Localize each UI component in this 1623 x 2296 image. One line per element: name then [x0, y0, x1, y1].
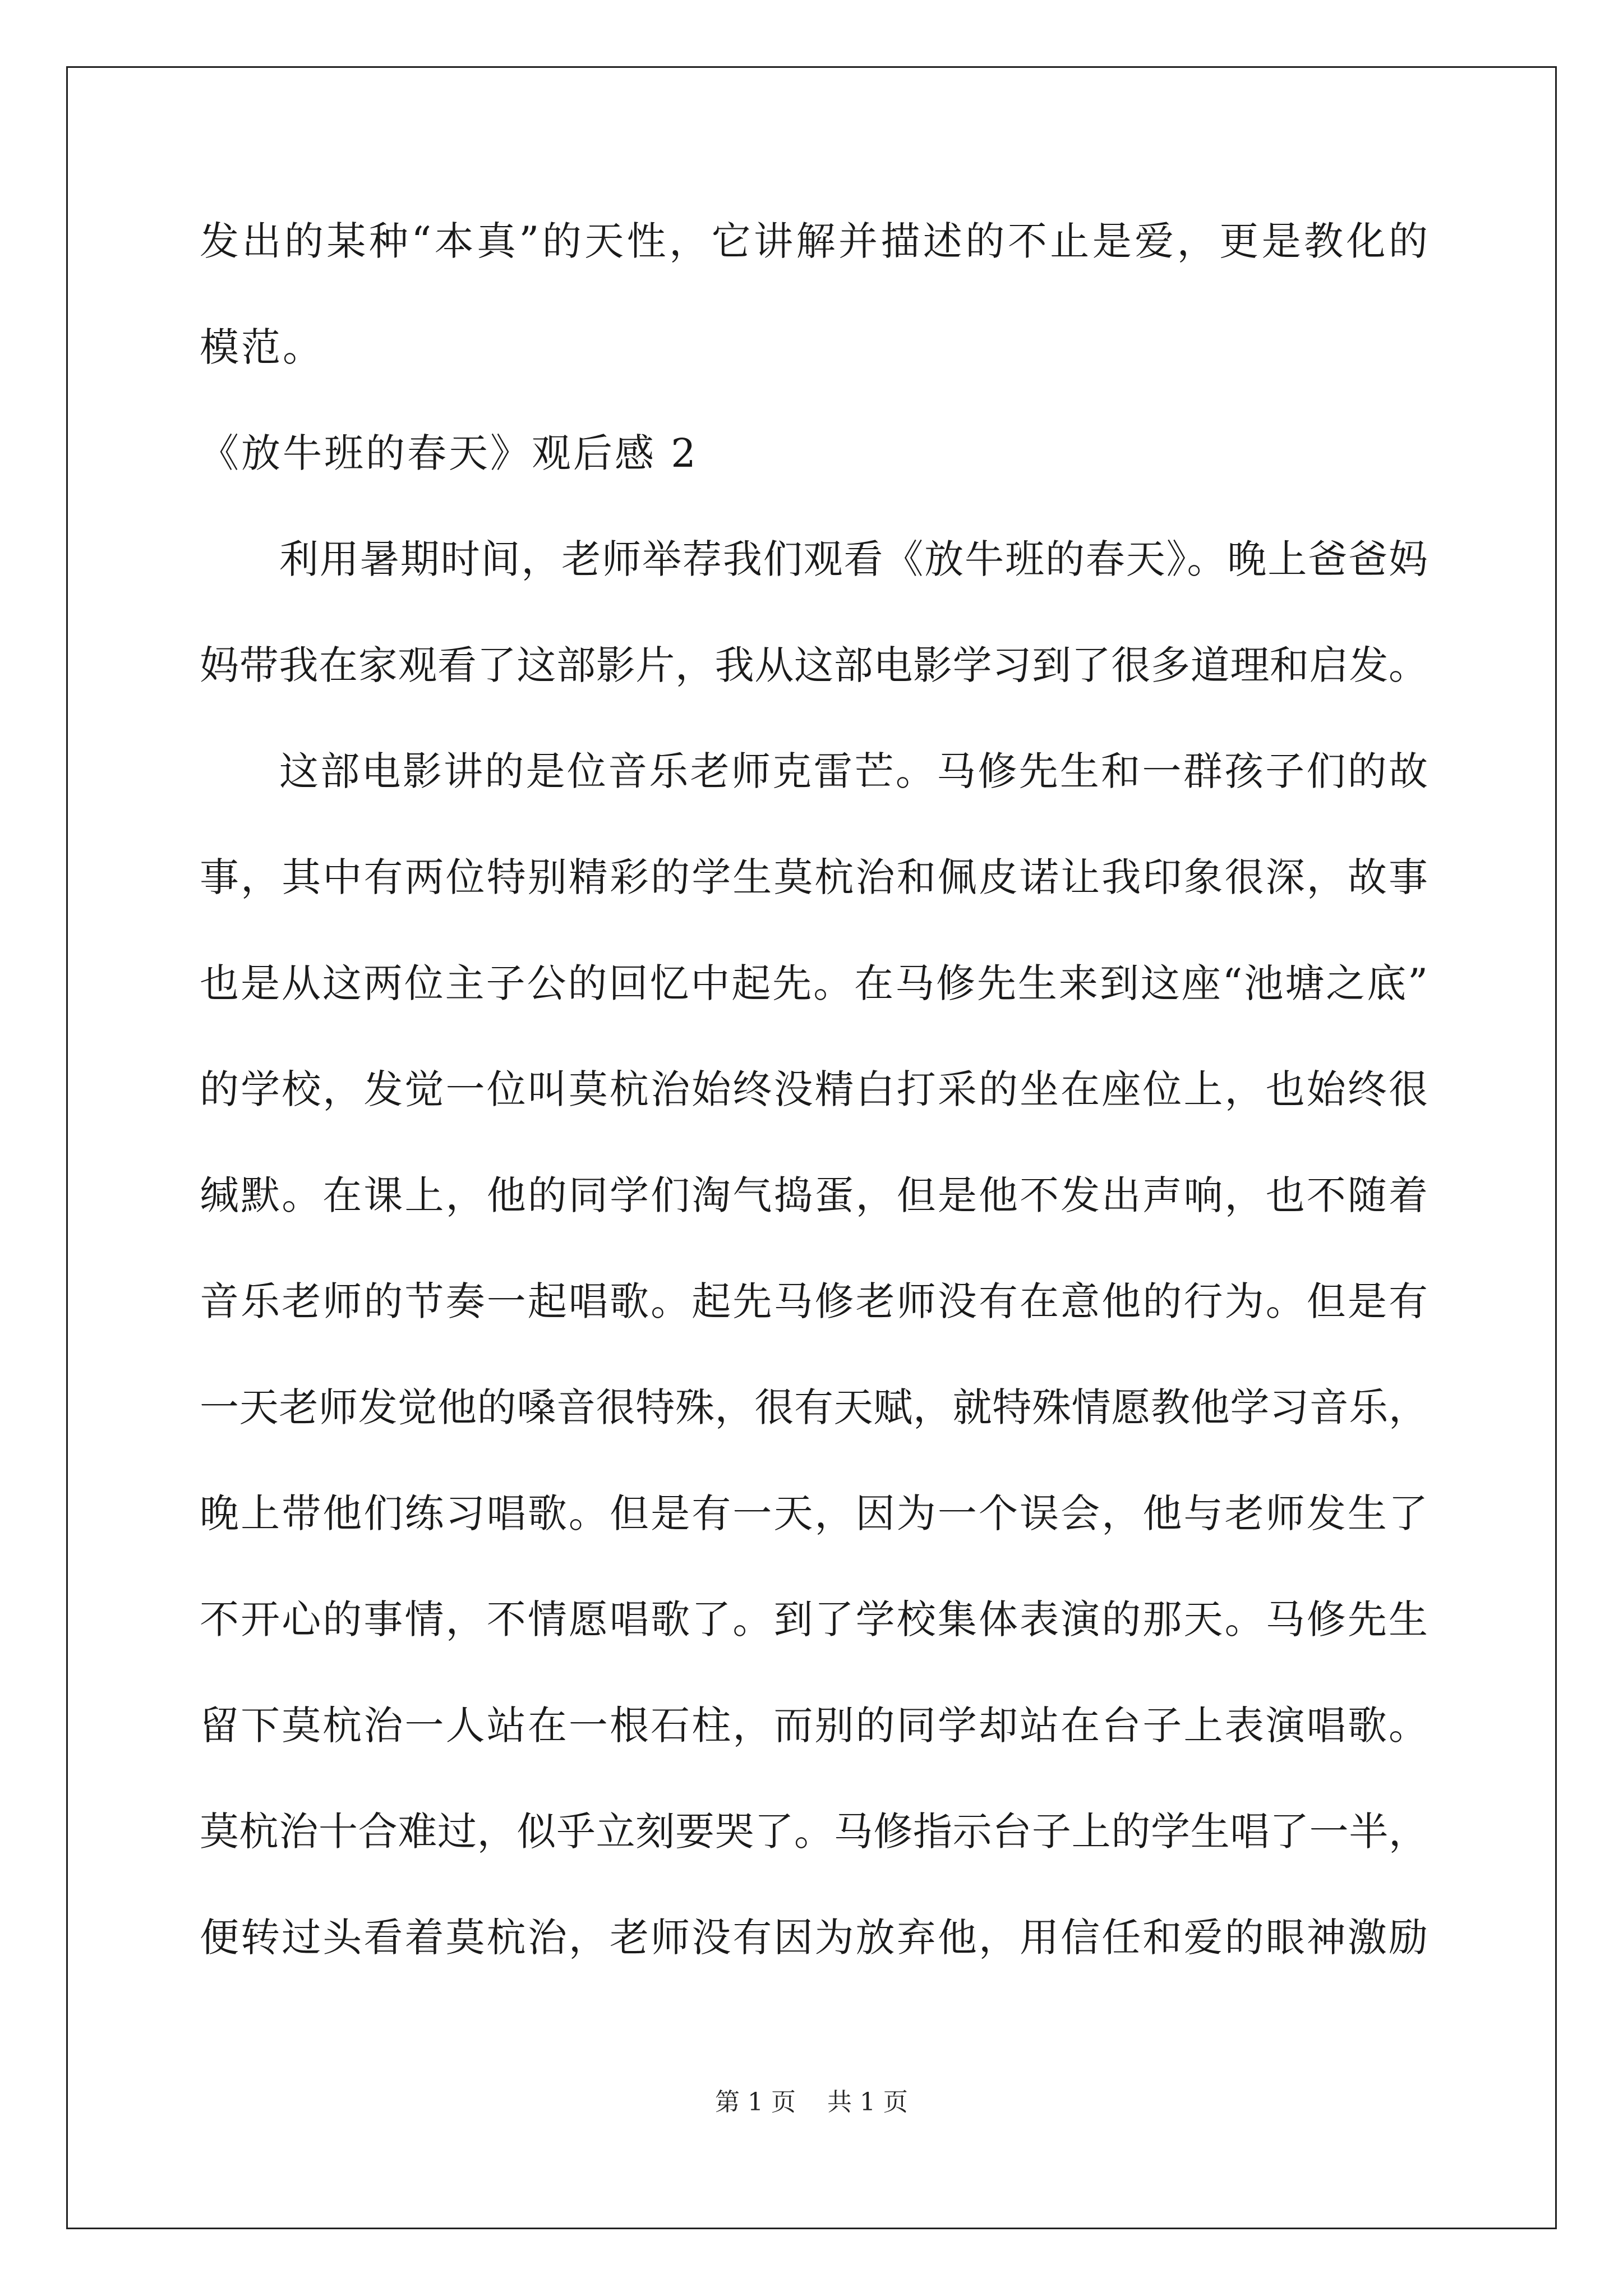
paragraph-line: 留下莫杭治一人站在一根石柱，而别的同学却站在台子上表演唱歌。 — [200, 1703, 1428, 1749]
paragraph-line: 莫杭治十合难过，似乎立刻要哭了。马修指示台子上的学生唱了一半， — [200, 1809, 1428, 1855]
section-heading: 《放牛班的春天》观后感 2 — [200, 430, 698, 476]
paragraph-line: 利用暑期时间，老师举荐我们观看《放牛班的春天》。晚上爸爸妈 — [279, 536, 1428, 582]
paragraph-line: 妈带我在家观看了这部影片，我从这部电影学习到了很多道理和启发。 — [200, 642, 1428, 688]
page-border — [66, 66, 1557, 2229]
page-number: 第 1 页 — [715, 2088, 796, 2116]
paragraph-line: 模范。 — [200, 324, 324, 370]
page-total: 共 1 页 — [827, 2088, 908, 2116]
paragraph-line: 晚上带他们练习唱歌。但是有一天，因为一个误会，他与老师发生了 — [200, 1490, 1428, 1536]
paragraph-line: 音乐老师的节奏一起唱歌。起先马修老师没有在意他的行为。但是有 — [200, 1278, 1428, 1324]
paragraph-line: 缄默。在课上，他的同学们淘气捣蛋，但是他不发出声响，也不随着 — [200, 1172, 1428, 1218]
page-footer — [0, 2086, 1623, 2119]
paragraph-line: 一天老师发觉他的嗓音很特殊，很有天赋，就特殊情愿教他学习音乐， — [200, 1384, 1428, 1430]
paragraph-line: 的学校，发觉一位叫莫杭治始终没精白打采的坐在座位上，也始终很 — [200, 1066, 1428, 1112]
paragraph-line: 不开心的事情，不情愿唱歌了。到了学校集体表演的那天。马修先生 — [200, 1596, 1428, 1642]
paragraph-line: 这部电影讲的是位音乐老师克雷芒。马修先生和一群孩子们的故 — [279, 748, 1428, 794]
paragraph-line: 便转过头看着莫杭治，老师没有因为放弃他，用信任和爱的眼神激励 — [200, 1915, 1428, 1961]
paragraph-line: 发出的某种“本真”的天性，它讲解并描述的不止是爱，更是教化的 — [200, 218, 1428, 264]
paragraph-line: 事，其中有两位特别精彩的学生莫杭治和佩皮诺让我印象很深，故事 — [200, 854, 1428, 900]
paragraph-line: 也是从这两位主子公的回忆中起先。在马修先生来到这座“池塘之底” — [200, 960, 1428, 1006]
